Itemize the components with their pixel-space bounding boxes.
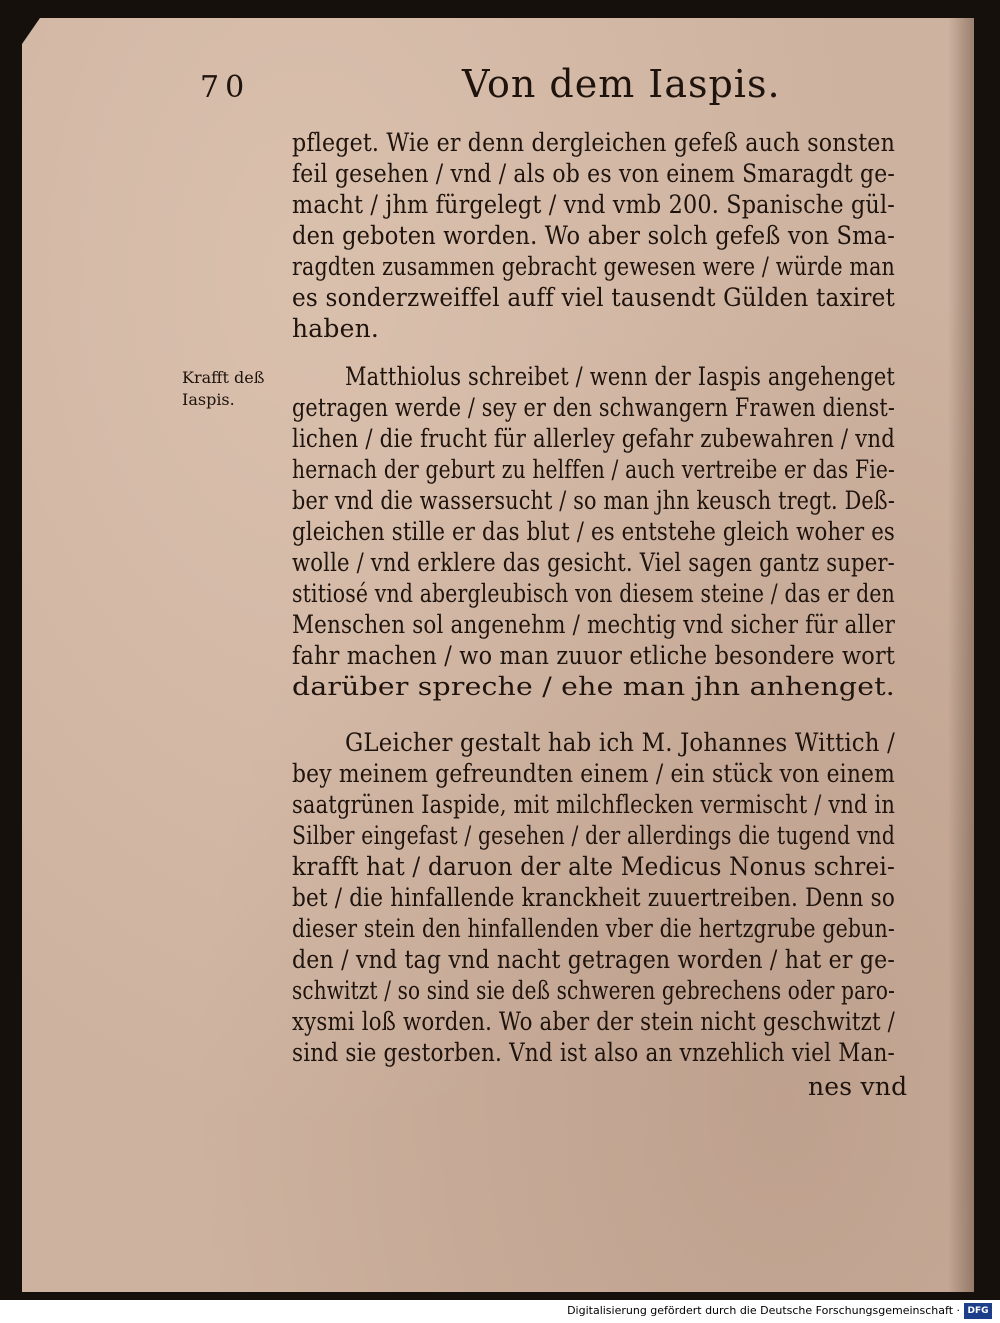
page-edge-shadow <box>948 18 974 1292</box>
text-line: sind sie gestorben. Vnd ist also an vnzehlich viel Man- <box>292 1038 895 1067</box>
text-line: getragen werde / sey er den schwangern Frawen dienst- <box>292 393 895 422</box>
text-line: pfleget. Wie er denn dergleichen gefeß auch sonsten <box>292 128 895 157</box>
text-line: stitiosé vnd abergleubisch von diesem steine / das er den <box>292 579 895 608</box>
text-line: fahr machen / wo man zuuor etliche besondere wort <box>292 641 895 670</box>
dfg-logo: DFG <box>964 1303 992 1319</box>
text-line: den / vnd tag vnd nacht getragen worden / hat er ge- <box>292 945 895 974</box>
text-line: haben. <box>292 314 380 343</box>
text-line: saatgrünen Iaspide, mit milchflecken vermischt / vnd in <box>292 790 895 819</box>
funding-credit: Digitalisierung gefördert durch die Deutsche Forschungsgemeinschaft · <box>567 1304 960 1317</box>
text-line: krafft hat / daruon der alte Medicus Nonus schrei- <box>292 852 895 881</box>
text-line: bet / die hinfallende kranckheit zuuertreiben. Denn so <box>292 883 895 912</box>
text-line: macht / jhm fürgelegt / vnd vmb 200. Spanische gül- <box>292 190 895 219</box>
text-line: Menschen sol angenehm / mechtig vnd sicher für aller <box>292 610 895 639</box>
text-line: wolle / vnd erklere das gesicht. Viel sagen gantz super- <box>292 548 895 577</box>
page-number: 70 <box>200 70 251 105</box>
text-line: den geboten worden. Wo aber solch gefeß von Sma- <box>292 221 895 250</box>
text-line: lichen / die frucht für allerley gefahr zubewahren / vnd <box>292 424 895 453</box>
text-line: ber vnd die wassersucht / so man jhn keusch tregt. Deß- <box>292 486 895 515</box>
catchword: nes vnd <box>808 1072 908 1101</box>
text-line: GLeicher gestalt hab ich M. Johannes Wittich / <box>345 728 895 757</box>
text-line: ragdten zusammen gebracht gewesen were / würde man <box>292 252 895 281</box>
marginal-note-line-2: Iaspis. <box>182 390 235 409</box>
text-line: Silber eingefast / gesehen / der allerdings die tugend vnd <box>292 821 895 850</box>
text-line: bey meinem gefreundten einem / ein stück von einem <box>292 759 895 788</box>
text-line: es sonderzweiffel auff viel tausendt Gülden taxiret <box>292 283 895 312</box>
running-head: Von dem Iaspis. <box>462 62 781 106</box>
text-line: Matthiolus schreibet / wenn der Iaspis angehenget <box>345 362 895 391</box>
footer-bar <box>0 1300 1000 1323</box>
text-line: gleichen stille er das blut / es entstehe gleich woher es <box>292 517 895 546</box>
marginal-note-line-1: Krafft deß <box>182 368 265 387</box>
text-line: hernach der geburt zu helffen / auch vertreibe er das Fie- <box>292 455 895 484</box>
text-line: xysmi loß worden. Wo aber der stein nicht geschwitzt / <box>292 1007 895 1036</box>
text-line: schwitzt / so sind sie deß schweren gebrechens oder paro- <box>292 976 895 1005</box>
text-line: feil gesehen / vnd / als ob es von einem Smaragdt ge- <box>292 159 895 188</box>
text-line: darüber spreche / ehe man jhn anhenget. <box>292 672 895 701</box>
text-line: dieser stein den hinfallenden vber die hertzgrube gebun- <box>292 914 895 943</box>
